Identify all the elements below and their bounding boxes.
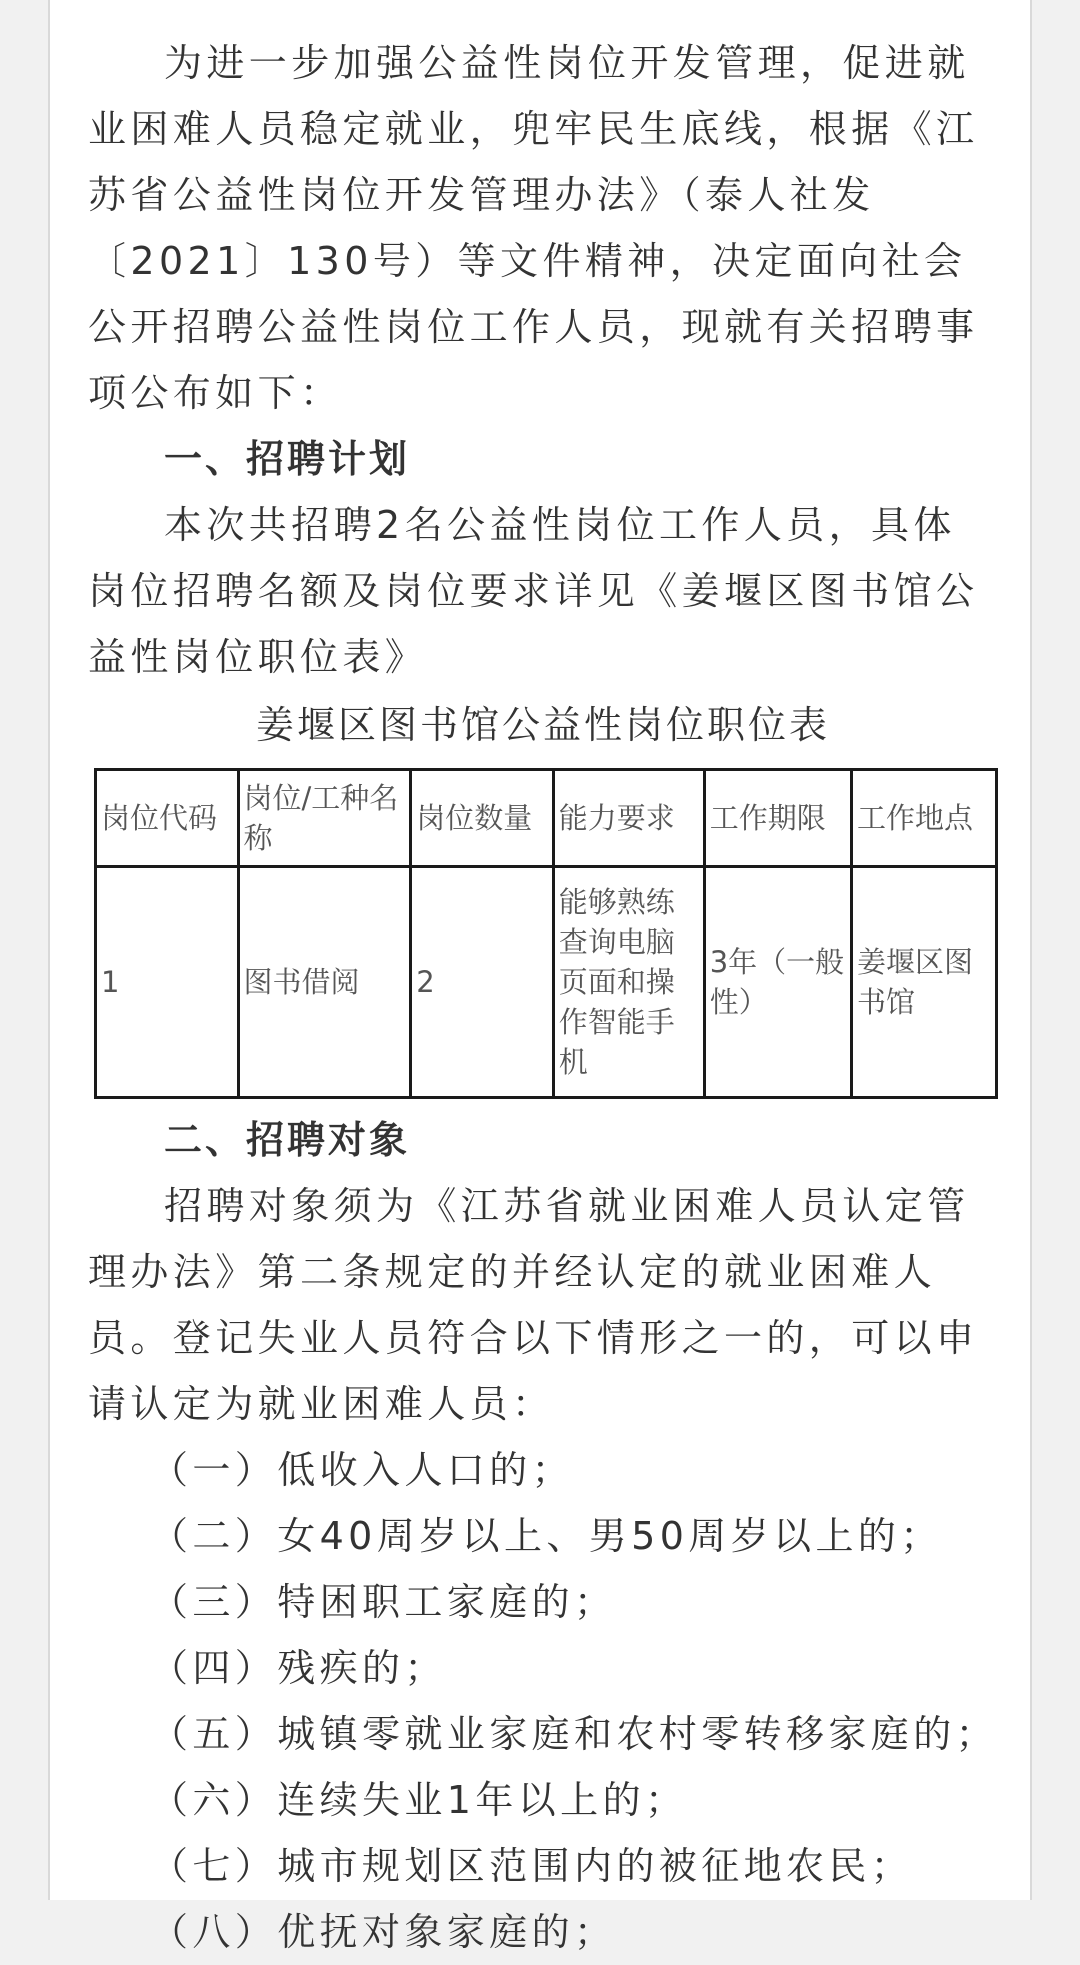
cell-location: 姜堰区图书馆 [852,867,997,1098]
cell-position-code: 1 [96,867,239,1098]
header-position-code: 岗位代码 [96,770,239,867]
table-caption: 姜堰区图书馆公益性岗位职位表 [255,703,830,747]
list-item: （一）低收入人口的； [150,1448,575,1492]
section-2-body: 招聘对象须为《江苏省就业困难人员认定管理办法》第二条规定的并经认定的就业困难人员。登记失业人员符合以下情形之一的，可以申请认定为就业困难人员： [88,1184,979,1426]
document-page [48,0,1032,1954]
intro-paragraph: 为进一步加强公益性岗位开发管理，促进就业困难人员稳定就业，兜牢民生底线，根据《江苏省公益性岗位开发管理办法》（泰人社发〔2021〕130号）等文件精神，决定面向社会公开招聘公益性岗位工作人员，现就有关招聘事项公布如下： [88,41,979,415]
conditions-list [88,1437,998,1965]
list-item: （六）连续失业1年以上的； [150,1778,688,1822]
list-item: （三）特困职工家庭的； [150,1580,617,1624]
list-item: （五）城镇零就业家庭和农村零转移家庭的； [150,1712,999,1756]
table-header-row [96,770,997,867]
list-item: （四）残疾的； [150,1646,447,1690]
document-content [88,30,998,1965]
section-1-heading: 一、招聘计划 [164,437,411,481]
header-position-count: 岗位数量 [411,770,554,867]
list-item: （八）优抚对象家庭的； [150,1910,617,1954]
section-1-body: 本次共招聘2名公益性岗位工作人员，具体岗位招聘名额及岗位要求详见《姜堰区图书馆公益性岗位职位表》 [88,503,979,679]
table-row [96,867,997,1098]
header-position-name: 岗位/工种名称 [238,770,411,867]
cell-ability: 能够熟练查询电脑页面和操作智能手机 [553,867,704,1098]
header-location: 工作地点 [852,770,997,867]
cell-position-count: 2 [411,867,554,1098]
position-table [94,768,998,1099]
cell-position-name: 图书借阅 [238,867,411,1098]
list-item: （二）女40周岁以上、男50周岁以上的； [150,1514,943,1558]
section-2-heading: 二、招聘对象 [164,1118,411,1162]
header-ability: 能力要求 [553,770,704,867]
list-item: （七）城市规划区范围内的被征地农民； [150,1844,914,1888]
header-term: 工作期限 [704,770,851,867]
cell-term: 3年（一般性） [704,867,851,1098]
